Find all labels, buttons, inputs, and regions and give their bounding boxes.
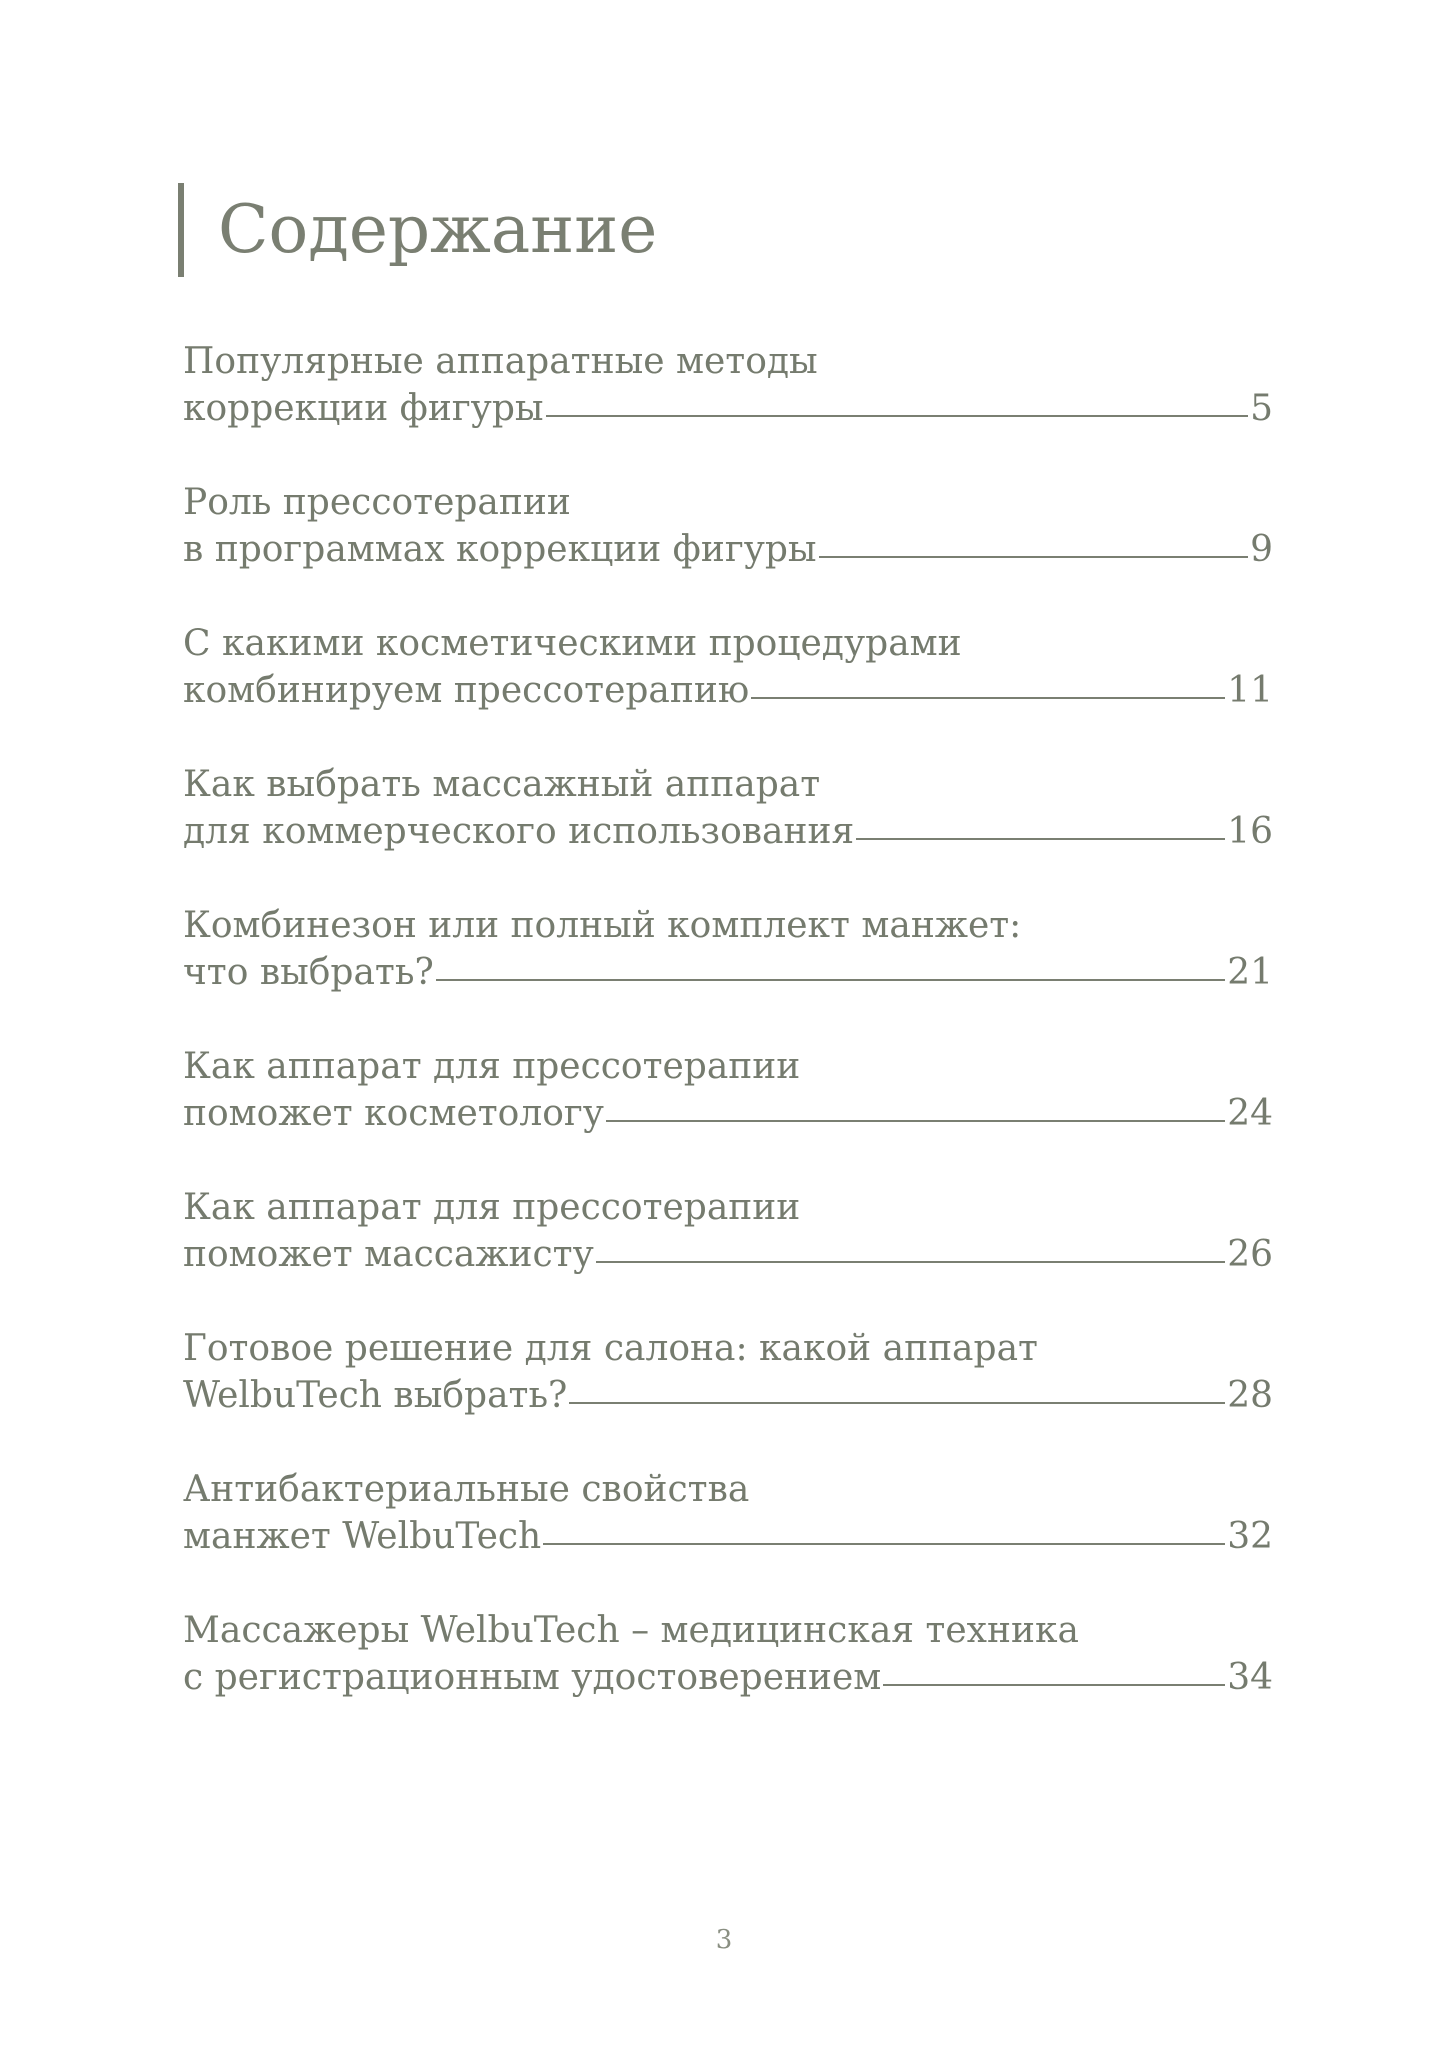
toc-entry-title-line1: Популярные аппаратные методы: [183, 341, 818, 382]
toc-entry[interactable]: [183, 1184, 1273, 1325]
toc-entry-title-line1: С какими косметическими процедурами: [183, 623, 962, 664]
toc-page-number: 16: [1227, 811, 1273, 852]
toc-page-number: 28: [1227, 1375, 1273, 1416]
toc-leader-line: [819, 556, 1249, 558]
toc-leader-line: [569, 1402, 1225, 1404]
toc-page-number: 21: [1227, 952, 1273, 993]
toc-entry-title-line1: Комбинезон или полный комплект манжет:: [183, 905, 1022, 946]
toc-entry-title-line1: Как выбрать массажный аппарат: [183, 764, 821, 805]
toc-entry-title-line1: Роль прессотерапии: [183, 482, 571, 523]
toc-entry[interactable]: [183, 1607, 1273, 1748]
toc-entry[interactable]: [183, 338, 1273, 479]
toc-entry-title-line2: поможет косметологу: [183, 1093, 604, 1134]
toc-entry[interactable]: [183, 620, 1273, 761]
table-of-contents: [183, 338, 1273, 1748]
toc-entry-title-line1: Антибактериальные свойства: [183, 1469, 750, 1510]
toc-entry-title-line1: Как аппарат для прессотерапии: [183, 1046, 801, 1087]
title-accent-bar: [178, 183, 184, 277]
toc-entry-title-line2: для коммерческого использования: [183, 811, 855, 852]
toc-leader-line: [856, 838, 1225, 840]
toc-leader-line: [606, 1120, 1225, 1122]
toc-entry-title-line2: комбинируем прессотерапию: [183, 670, 750, 711]
toc-page-number: 32: [1227, 1516, 1273, 1557]
toc-entry-title-line2: поможет массажисту: [183, 1234, 594, 1275]
toc-entry[interactable]: [183, 1466, 1273, 1607]
toc-leader-line: [883, 1684, 1225, 1686]
toc-leader-line: [546, 415, 1249, 417]
toc-page-number: 9: [1250, 529, 1273, 570]
page-title: Содержание: [218, 191, 658, 268]
toc-entry-title-line2: что выбрать?: [183, 952, 434, 993]
toc-leader-line: [751, 697, 1225, 699]
toc-page-number: 26: [1227, 1234, 1273, 1275]
toc-entry-title-line2: с регистрационным удостоверением: [183, 1657, 882, 1698]
toc-page-number: 24: [1227, 1093, 1273, 1134]
toc-leader-line: [543, 1543, 1225, 1545]
toc-entry[interactable]: [183, 1043, 1273, 1184]
toc-page-number: 5: [1250, 388, 1273, 429]
toc-entry-title-line2: манжет WelbuTech: [183, 1516, 542, 1557]
toc-entry[interactable]: [183, 761, 1273, 902]
page-number: 3: [715, 1925, 733, 1955]
toc-page-number: 34: [1227, 1657, 1273, 1698]
toc-entry-title-line2: WelbuTech выбрать?: [183, 1375, 568, 1416]
toc-entry[interactable]: [183, 479, 1273, 620]
toc-leader-line: [596, 1261, 1225, 1263]
toc-leader-line: [436, 979, 1225, 981]
toc-entry-title-line1: Как аппарат для прессотерапии: [183, 1187, 801, 1228]
toc-page-number: 11: [1227, 670, 1273, 711]
toc-entry-title-line1: Готовое решение для салона: какой аппарат: [183, 1328, 1038, 1369]
toc-entry[interactable]: [183, 1325, 1273, 1466]
toc-entry[interactable]: [183, 902, 1273, 1043]
toc-entry-title-line2: в программах коррекции фигуры: [183, 529, 817, 570]
toc-entry-title-line2: коррекции фигуры: [183, 388, 544, 429]
toc-entry-title-line1: Массажеры WelbuTech – медицинская техника: [183, 1610, 1079, 1651]
